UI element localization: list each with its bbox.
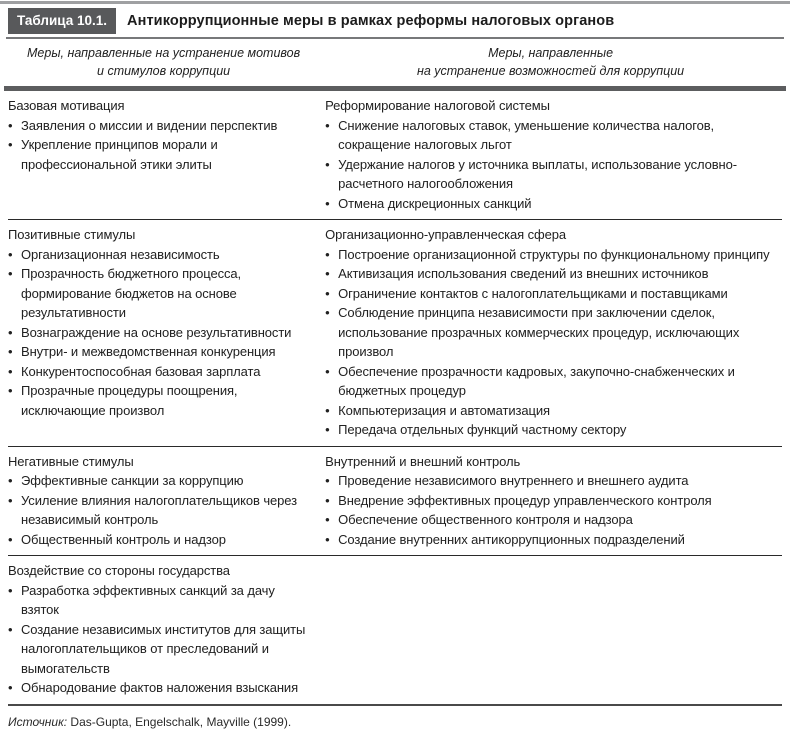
list-item: • Отмена дискреционных санкций bbox=[325, 194, 780, 214]
list-item: • Обеспечение общественного контроля и надзора bbox=[325, 510, 780, 530]
column-header-left bbox=[8, 44, 319, 80]
source-text: Das-Gupta, Engelschalk, Mayville (1999). bbox=[67, 714, 292, 729]
table-row bbox=[8, 220, 782, 447]
list-item: • Вознаграждение на основе результативности bbox=[8, 323, 307, 343]
section-heading: Негативные стимулы bbox=[8, 453, 134, 469]
column-headers bbox=[8, 39, 782, 86]
list-item: • Соблюдение принципа независимости при заключении сделок, использование прозрачных коммерческих процедур, исключающих произвол bbox=[325, 303, 780, 362]
bullet-list bbox=[8, 245, 307, 421]
list-item: • Организационная независимость bbox=[8, 245, 307, 265]
bullet-list bbox=[8, 581, 307, 698]
column-header-left-line2: и стимулов коррупции bbox=[97, 64, 231, 78]
list-item: • Активизация использования сведений из внешних источников bbox=[325, 264, 780, 284]
section-heading: Позитивные стимулы bbox=[8, 227, 136, 242]
bullet-list bbox=[8, 471, 307, 549]
source-note bbox=[8, 715, 782, 735]
table-page bbox=[0, 1, 790, 735]
list-item: • Усиление влияния налогоплательщиков через независимый контроль bbox=[8, 491, 307, 530]
list-item: • Укрепление принципов морали и профессиональной этики элиты bbox=[8, 135, 307, 174]
section-heading: Реформирование налоговой системы bbox=[325, 98, 550, 113]
cell-opportunities-organizational-sphere bbox=[319, 225, 782, 440]
list-item: • Внедрение эффективных процедур управленческого контроля bbox=[325, 491, 780, 511]
column-header-right bbox=[319, 44, 782, 80]
list-item: • Эффективные санкции за коррупцию bbox=[8, 471, 307, 491]
table-body bbox=[8, 91, 782, 706]
source-label: Источник: bbox=[8, 714, 68, 729]
column-header-right-line1: Меры, направленные bbox=[488, 46, 614, 60]
column-header-left-line1: Меры, направленные на устранение мотивов bbox=[27, 46, 301, 60]
cell-motives-state-influence bbox=[8, 561, 319, 698]
list-item: • Разработка эффективных санкций за дачу взяток bbox=[8, 581, 307, 620]
cell-motives-positive-incentives bbox=[8, 225, 319, 440]
list-item: • Компьютеризация и автоматизация bbox=[325, 401, 780, 421]
list-item: • Заявления о миссии и видении перспектив bbox=[8, 116, 307, 136]
section-heading: Внутренний и внешний контроль bbox=[325, 453, 521, 469]
list-item: • Создание независимых институтов для защиты налогоплательщиков от преследований и вымогательств bbox=[8, 620, 307, 679]
table-header bbox=[8, 8, 782, 34]
top-rule bbox=[0, 1, 790, 4]
table-row bbox=[8, 91, 782, 220]
section-heading: Организационно-управленческая сфера bbox=[325, 227, 567, 242]
list-item: • Проведение независимого внутреннего и внешнего аудита bbox=[325, 471, 780, 491]
list-item: • Общественный контроль и надзор bbox=[8, 530, 307, 550]
section-heading: Базовая мотивация bbox=[8, 98, 125, 113]
cell-motives-negative-incentives bbox=[8, 452, 319, 550]
list-item: • Обнародование фактов наложения взыскания bbox=[8, 678, 307, 698]
list-item: • Ограничение контактов с налогоплательщиками и поставщиками bbox=[325, 284, 780, 304]
list-item: • Снижение налоговых ставок, уменьшение количества налогов, сокращение налоговых льгот bbox=[325, 116, 780, 155]
bullet-list bbox=[325, 116, 780, 214]
list-item: • Прозрачные процедуры поощрения, исключающие произвол bbox=[8, 381, 307, 420]
list-item: • Конкурентоспособная базовая зарплата bbox=[8, 362, 307, 382]
list-item: • Построение организационной структуры по функциональному принципу bbox=[325, 245, 780, 265]
cell-opportunities-tax-system-reform bbox=[319, 96, 782, 213]
section-heading: Воздействие со стороны государства bbox=[8, 563, 230, 578]
bullet-list bbox=[325, 245, 780, 440]
column-header-right-line2: на устранение возможностей для коррупции bbox=[416, 64, 685, 78]
table-row bbox=[8, 447, 782, 557]
cell-opportunities-internal-external-control bbox=[319, 452, 782, 550]
list-item: • Прозрачность бюджетного процесса, формирование бюджетов на основе результативности bbox=[8, 264, 307, 323]
list-item: • Передача отдельных функций частному сектору bbox=[325, 420, 780, 440]
table-label: Таблица 10.1. bbox=[8, 8, 116, 34]
list-item: • Создание внутренних антикоррупционных подразделений bbox=[325, 530, 780, 550]
cell-motives-basic-motivation bbox=[8, 96, 319, 213]
table-row bbox=[8, 556, 782, 706]
table-title: Антикоррупционные меры в рамках реформы налоговых органов bbox=[127, 13, 615, 29]
list-item: • Удержание налогов у источника выплаты, использование условно-расчетного налогообложения bbox=[325, 155, 780, 194]
bullet-list bbox=[325, 471, 780, 549]
list-item: • Обеспечение прозрачности кадровых, закупочно-снабженческих и бюджетных процедур bbox=[325, 362, 780, 401]
list-item: • Внутри- и межведомственная конкуренция bbox=[8, 342, 307, 362]
bullet-list bbox=[8, 116, 307, 175]
cell-opportunities-empty bbox=[319, 561, 782, 698]
